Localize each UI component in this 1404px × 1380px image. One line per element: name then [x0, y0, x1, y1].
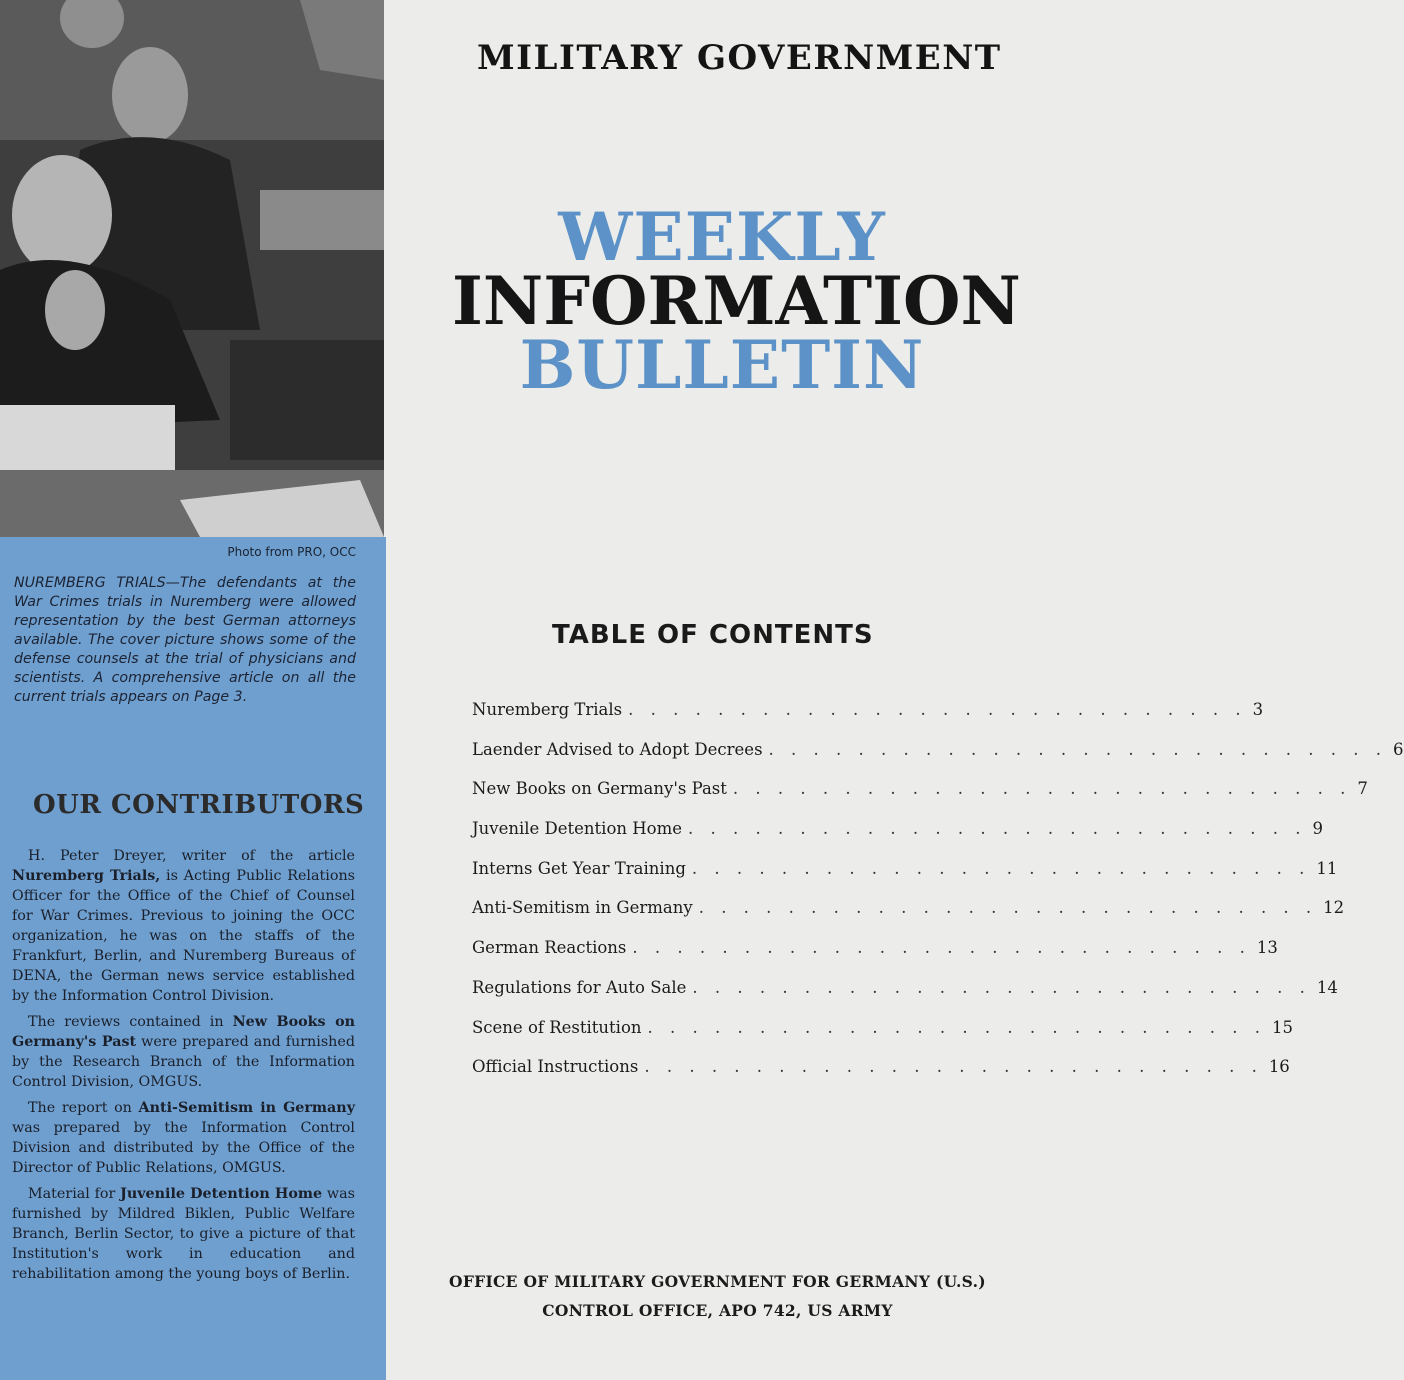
- toc-item[interactable]: New Books on Germany's Past . . . . . . . . . . . . . . . . . . . . . . . . . . . . 7: [472, 779, 1368, 799]
- cover-photo: [0, 0, 384, 537]
- contributor-paragraph: The report on Anti-Semitism in Germany was prepared by the Information Control Division and distributed by the Office of the Director of Public Relations, OMGUS.: [12, 1100, 355, 1176]
- toc-item[interactable]: Laender Advised to Adopt Decrees . . . . . . . . . . . . . . . . . . . . . . . . . . . . 6: [472, 739, 1404, 759]
- bulletin-title: [452, 198, 1021, 404]
- toc-heading: TABLE OF CONTENTS: [552, 620, 874, 650]
- contributors-heading: OUR CONTRIBUTORS: [33, 790, 365, 820]
- contributor-paragraph: Material for Juvenile Detention Home was furnished by Mildred Biklen, Public Welfare Branch, Berlin Sector, to give a picture of that Institution's work in education and rehabilitation among the young boys of Berlin.: [12, 1186, 355, 1282]
- toc-item[interactable]: Official Instructions . . . . . . . . . . . . . . . . . . . . . . . . . . . . 16: [472, 1057, 1290, 1077]
- toc-item[interactable]: Scene of Restitution . . . . . . . . . . . . . . . . . . . . . . . . . . . . 15: [472, 1017, 1293, 1037]
- cover-caption: NUREMBERG TRIALS—The defendants at the War Crimes trials in Nuremberg were allowed representation by the best German attorneys available. The cover picture shows some of the defense counsels at the trial of physicians and scientists. A comprehensive article on all the current trials appears on Page 3.: [14, 575, 356, 705]
- title-weekly: WEEKLY: [558, 198, 886, 276]
- toc-item[interactable]: Nuremberg Trials . . . . . . . . . . . . . . . . . . . . . . . . . . . . 3: [472, 700, 1264, 719]
- contributor-paragraph: The reviews contained in New Books on Germany's Past were prepared and furnished by the Research Branch of the Information Control Division, OMGUS.: [12, 1014, 355, 1090]
- toc-item[interactable]: Regulations for Auto Sale . . . . . . . . . . . . . . . . . . . . . . . . . . . . 14: [472, 977, 1338, 997]
- photo-credit: Photo from PRO, OCC: [227, 545, 356, 559]
- footer-line-1: OFFICE OF MILITARY GOVERNMENT FOR GERMANY (U.S.): [449, 1272, 986, 1291]
- toc-item[interactable]: Anti-Semitism in Germany . . . . . . . . . . . . . . . . . . . . . . . . . . . . 12: [472, 898, 1345, 918]
- toc-item[interactable]: Interns Get Year Training . . . . . . . . . . . . . . . . . . . . . . . . . . . . 11: [472, 858, 1338, 878]
- contributor-paragraph: H. Peter Dreyer, writer of the article Nuremberg Trials, is Acting Public Relations Officer for the Office of the Chief of Counsel for War Crimes. Previous to joining the OCC organization, he was on the staffs of the Frankfurt, Berlin, and Nuremberg Bureaus of DENA, the German news service established by the Information Control Division.: [12, 848, 355, 1004]
- title-information: INFORMATION: [452, 262, 1021, 340]
- toc-item[interactable]: Juvenile Detention Home . . . . . . . . . . . . . . . . . . . . . . . . . . . . 9: [472, 819, 1323, 839]
- table-of-contents: [472, 700, 1404, 1097]
- footer-line-2: CONTROL OFFICE, APO 742, US ARMY: [542, 1301, 893, 1320]
- toc-item[interactable]: German Reactions . . . . . . . . . . . . . . . . . . . . . . . . . . . . 13: [472, 938, 1278, 958]
- title-bulletin: BULLETIN: [519, 326, 925, 404]
- masthead: MILITARY GOVERNMENT: [477, 38, 1002, 78]
- contributors-text: [12, 846, 355, 1290]
- courtroom-photo-illustration: [0, 0, 384, 537]
- publisher-footer: [440, 1267, 995, 1325]
